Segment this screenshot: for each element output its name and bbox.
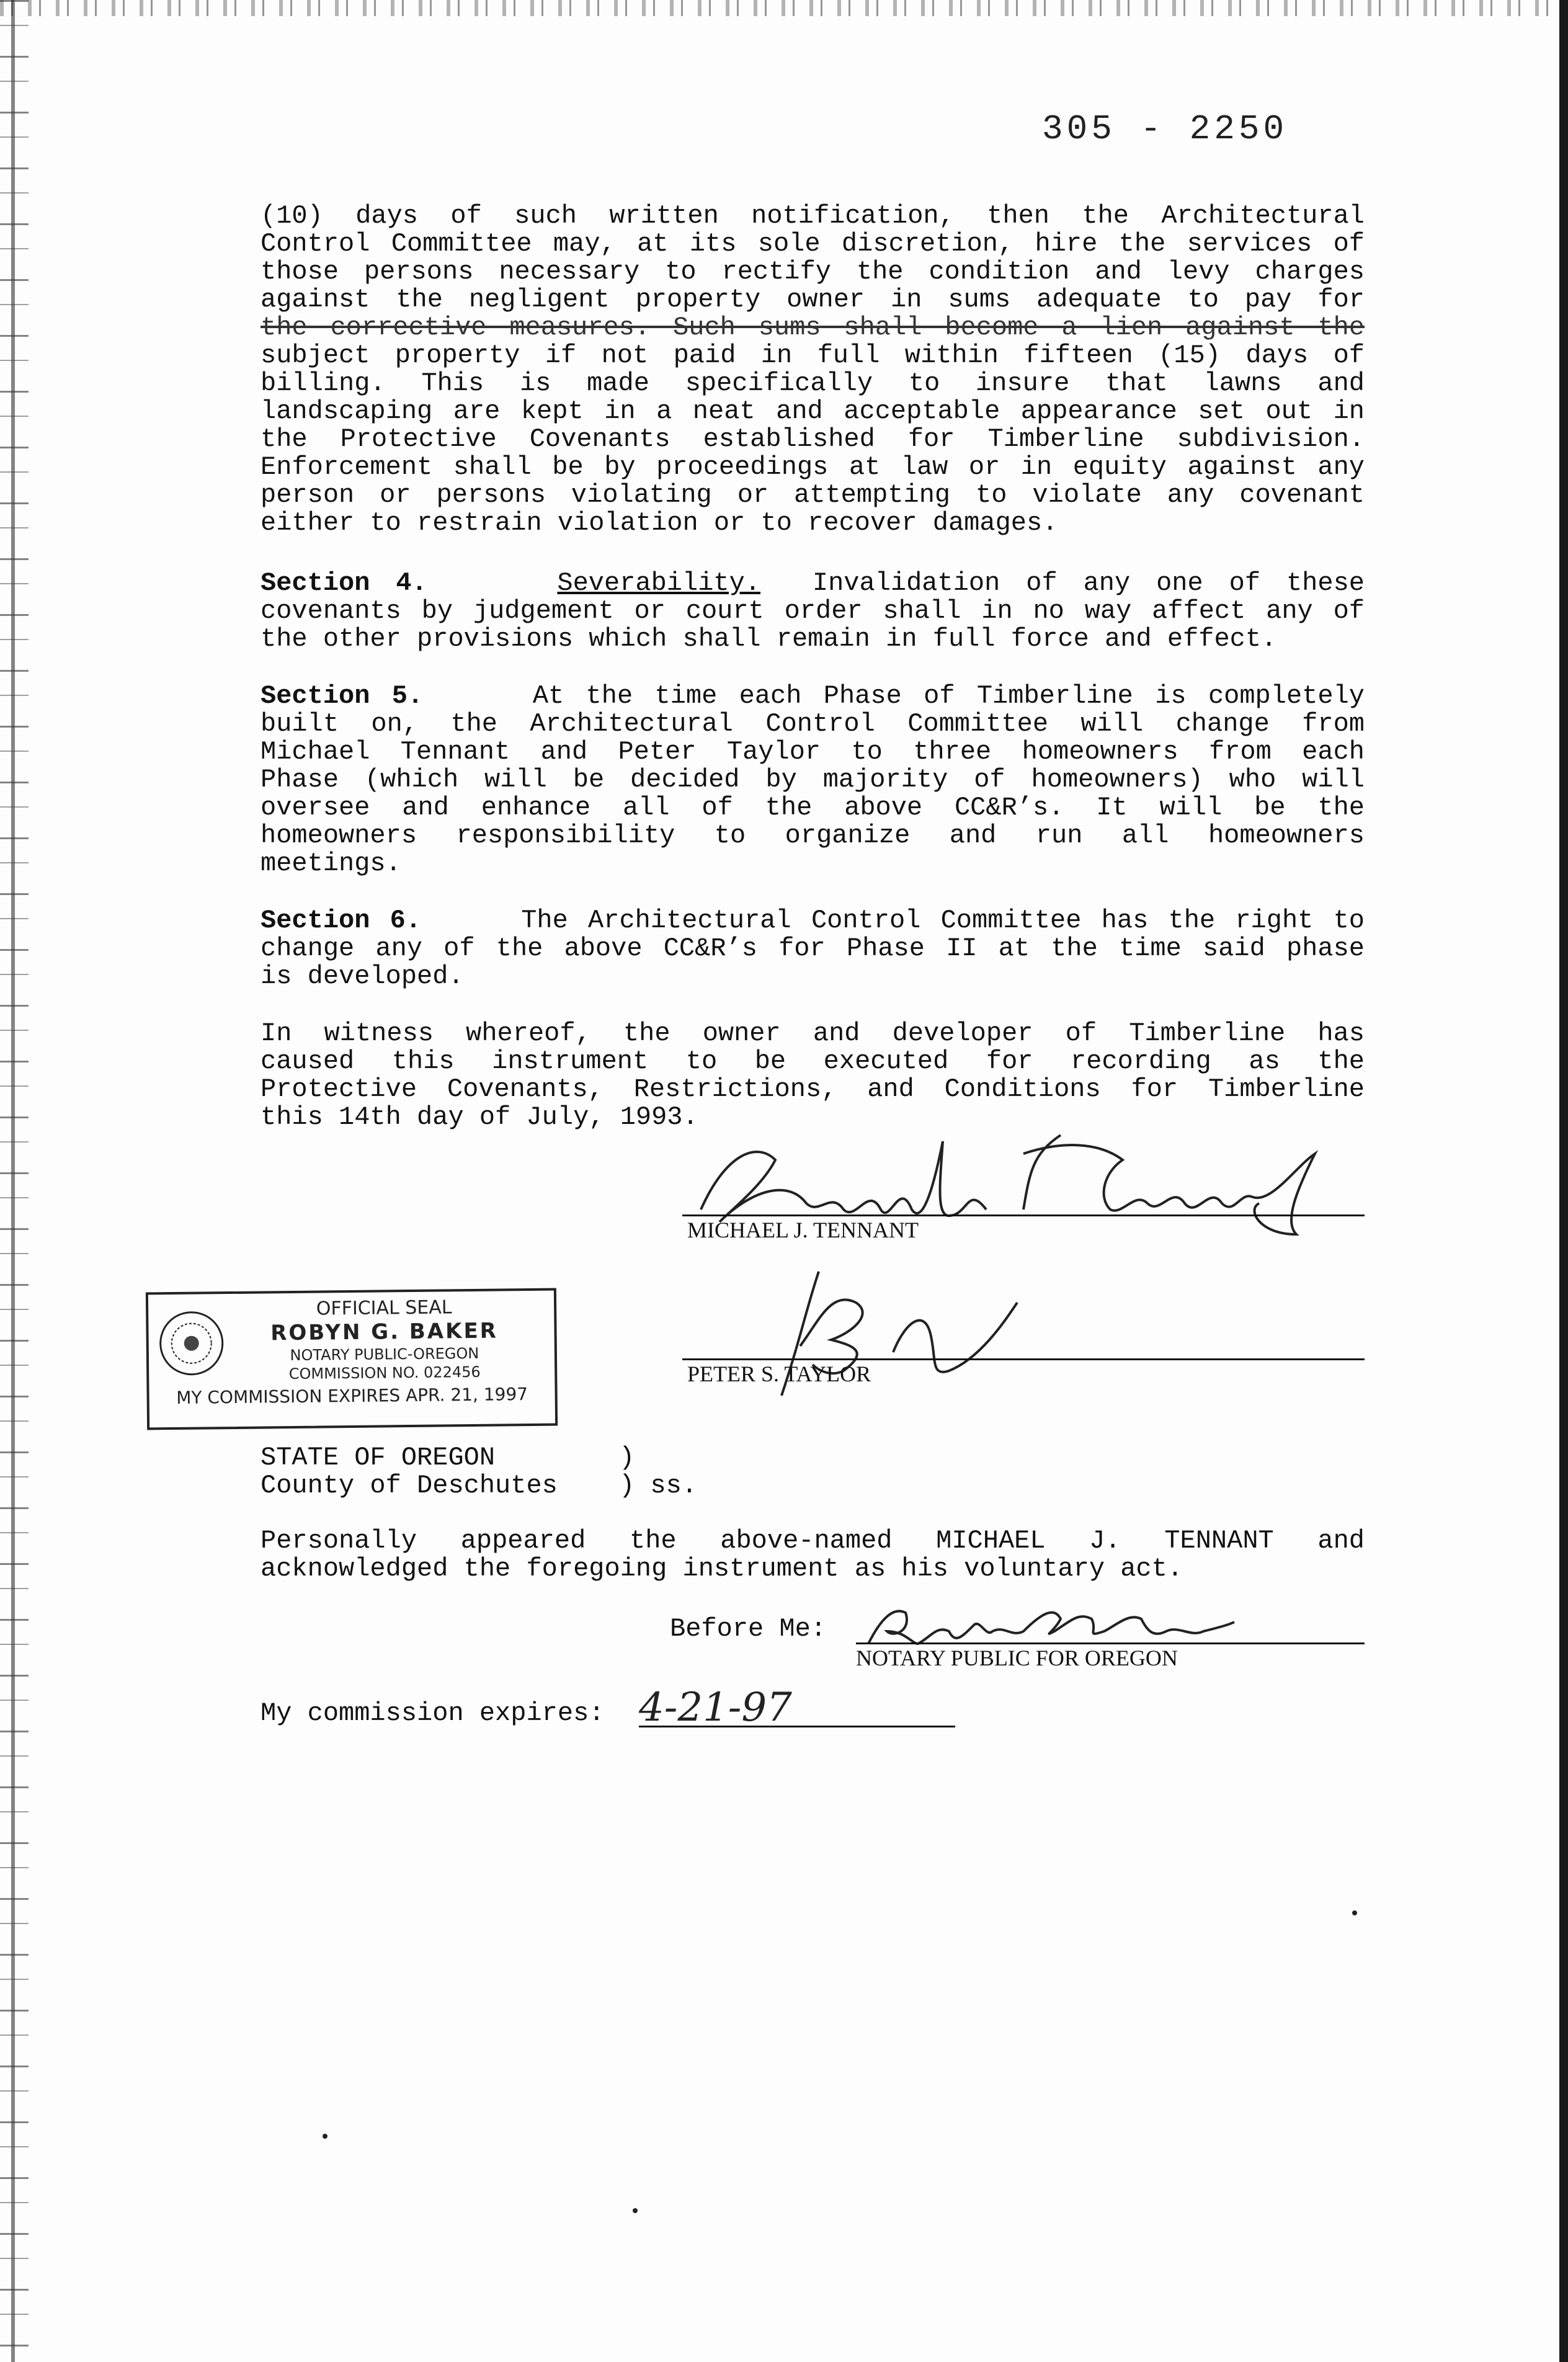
county-line: County of Deschutes bbox=[261, 1471, 558, 1500]
text-line: the other provisions which shall remain in full force and effect. bbox=[261, 624, 1277, 654]
text-line: this 14th day of July, 1993. bbox=[261, 1102, 698, 1132]
signature-line bbox=[856, 1642, 1365, 1644]
text-line: Michael Tennant and Peter Taylor to three homeowners from each bbox=[261, 737, 1365, 767]
text-line: covenants by judgement or court order shall in no way affect any of bbox=[261, 596, 1365, 626]
text-line: homeowners responsibility to organize and run all homeowners bbox=[261, 821, 1365, 850]
signer-name: MICHAEL J. TENNANT bbox=[687, 1218, 919, 1242]
seal-line: ROBYN G. BAKER bbox=[270, 1318, 499, 1346]
scan-speck bbox=[1352, 1910, 1357, 1915]
witness-paragraph bbox=[261, 1020, 1365, 1131]
scan-speck bbox=[633, 2208, 638, 2213]
signature-line bbox=[682, 1358, 1365, 1360]
notary-public-label: NOTARY PUBLIC FOR OREGON bbox=[856, 1646, 1178, 1670]
scan-edge-right bbox=[1559, 0, 1568, 2362]
text-line: subject property if not paid in full within fifteen (15) days of bbox=[261, 341, 1365, 370]
seal-emblem-icon bbox=[157, 1309, 226, 1378]
scan-speck bbox=[323, 2134, 327, 2139]
text-line: In witness whereof, the owner and developer of Timberline has bbox=[261, 1018, 1365, 1048]
section-heading: Section 4. bbox=[261, 568, 427, 598]
text-line: is developed. bbox=[261, 961, 464, 991]
text-line: person or persons violating or attempting to violate any covenant bbox=[261, 480, 1365, 510]
text-line: The Architectural Control Committee has the right to bbox=[521, 906, 1365, 935]
text-line: against the negligent property owner in sums adequate to pay for bbox=[261, 285, 1365, 314]
section-5 bbox=[261, 682, 1365, 878]
text-line: oversee and enhance all of the above CC&R’s. It will be the bbox=[261, 793, 1365, 822]
acknowledgment-paragraph bbox=[261, 1527, 1365, 1583]
text-line: those persons necessary to rectify the condition and levy charges bbox=[261, 257, 1365, 287]
section-4 bbox=[261, 569, 1365, 653]
text-line: change any of the above CC&R’s for Phase II at the time said phase bbox=[261, 934, 1365, 963]
paragraph-enforcement bbox=[261, 202, 1365, 537]
commission-date: 4-21-97 bbox=[639, 1685, 792, 1731]
text-line: billing. This is made specifically to insure that lawns and bbox=[261, 368, 1365, 398]
section-heading: Section 5. bbox=[261, 681, 424, 711]
text-line: either to restrain violation or to recover damages. bbox=[261, 508, 1058, 538]
text-line: built on, the Architectural Control Committee will change from bbox=[261, 709, 1365, 739]
text-line: Invalidation of any one of these bbox=[812, 568, 1365, 598]
text-line: Phase (which will be decided by majority of homeowners) who will bbox=[261, 765, 1365, 795]
text-line: meetings. bbox=[261, 849, 401, 878]
signature-line bbox=[682, 1214, 1365, 1216]
text-line: the corrective measures. Such sums shall become a lien against the bbox=[261, 313, 1365, 342]
state-line: STATE OF OREGON bbox=[261, 1443, 496, 1473]
scan-edge-left-line bbox=[11, 0, 15, 2362]
text-line: At the time each Phase of Timberline is completely bbox=[532, 681, 1365, 711]
signer-name: PETER S. TAYLOR bbox=[687, 1361, 871, 1386]
text-line: Control Committee may, at its sole discretion, hire the services of bbox=[261, 229, 1365, 259]
seal-line: COMMISSION NO. 022456 bbox=[288, 1363, 481, 1383]
text-line: acknowledged the foregoing instrument as his voluntary act. bbox=[261, 1554, 1183, 1584]
venue-paren: ) bbox=[619, 1443, 635, 1473]
section-heading: Section 6. bbox=[261, 906, 422, 935]
scan-edge-top bbox=[0, 0, 1568, 16]
page-number: 305 - 2250 bbox=[1042, 109, 1288, 149]
seal-line: OFFICIAL SEAL bbox=[316, 1296, 452, 1320]
text-line: caused this instrument to be executed for recording as the bbox=[261, 1046, 1365, 1076]
text-line: Personally appeared the above-named MICHAEL J. TENNANT and bbox=[261, 1526, 1365, 1556]
venue-ss: ) ss. bbox=[619, 1471, 698, 1500]
seal-line: MY COMMISSION EXPIRES APR. 21, 1997 bbox=[176, 1384, 528, 1408]
section-6 bbox=[261, 907, 1365, 991]
before-me-label: Before Me: bbox=[670, 1614, 827, 1644]
text-line: landscaping are kept in a neat and acceptable appearance set out in bbox=[261, 396, 1365, 426]
text-line: Protective Covenants, Restrictions, and Conditions for Timberline bbox=[261, 1074, 1365, 1104]
commission-label: My commission expires: bbox=[261, 1698, 605, 1728]
text-line: the Protective Covenants established for Timberline subdivision. bbox=[261, 424, 1365, 454]
text-line: (10) days of such written notification, then the Architectural bbox=[261, 201, 1365, 231]
date-line bbox=[639, 1726, 955, 1727]
text-line: Enforcement shall be by proceedings at law or in equity against any bbox=[261, 452, 1365, 482]
notary-seal-stamp bbox=[146, 1288, 558, 1430]
section-title: Severability. bbox=[557, 568, 761, 598]
seal-line: NOTARY PUBLIC-OREGON bbox=[290, 1344, 479, 1365]
